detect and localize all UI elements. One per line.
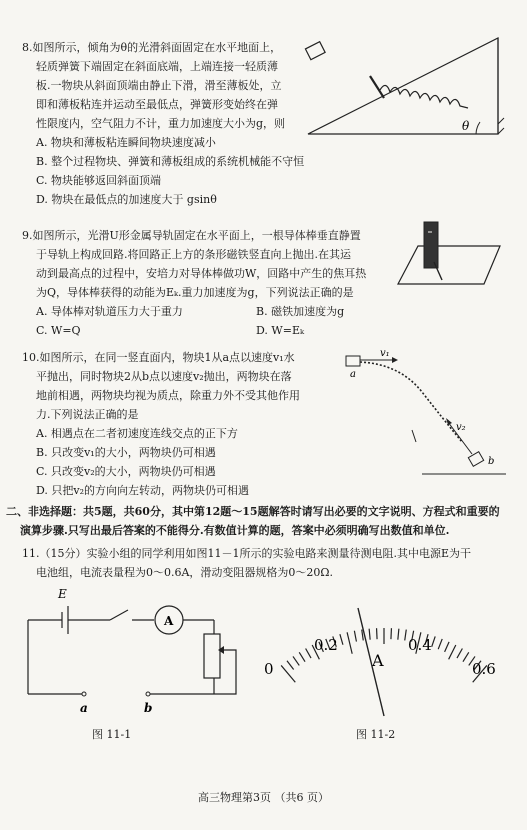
q10-line: 10.如图所示，在同一竖直面内，物块1从a点以速度v₁水 bbox=[22, 351, 295, 364]
q9-line: 于导轨上构成回路.将回路正上方的条形磁铁竖直向上抛出.在其运 bbox=[36, 248, 351, 261]
terminal-b-label: b bbox=[144, 701, 153, 715]
point-b-label: b bbox=[488, 456, 495, 467]
dial-tick bbox=[398, 629, 399, 640]
ammeter-label: A bbox=[164, 614, 174, 628]
section-2-header bbox=[6, 502, 500, 540]
dial-tick-marks bbox=[281, 628, 487, 682]
dial-tick bbox=[340, 634, 343, 645]
dial-tick bbox=[391, 628, 392, 639]
dial-tick bbox=[457, 649, 462, 659]
q8-option-a: A. 物块和薄板粘连瞬间物块速度减小 bbox=[36, 136, 216, 149]
block-2 bbox=[468, 452, 483, 467]
dial-tick bbox=[445, 642, 449, 652]
battery-label: E bbox=[58, 587, 67, 601]
spring bbox=[380, 85, 468, 108]
dial-tick bbox=[354, 631, 356, 642]
dial-tick bbox=[299, 652, 305, 661]
q9-option-a: A. 导体棒对轨道压力大于重力 bbox=[36, 305, 183, 318]
theta-label: θ bbox=[462, 119, 470, 133]
q10-line: 平抛出，同时物块2从b点以速度v₂抛出，两物块在落 bbox=[36, 370, 292, 383]
page-footer: 高三物理第3页 （共6 页） bbox=[198, 791, 329, 804]
question-9 bbox=[22, 226, 366, 340]
unit-label: A bbox=[372, 651, 384, 670]
section-2-line: 二、非选择题：共5题，共60分，其中第12题～15题解答时请写出必要的文字说明、方程式和重要的 bbox=[6, 505, 500, 518]
dial-tick bbox=[405, 630, 407, 641]
q10-option-d: D. 只把v₂的方向向左转动，两物块仍可相遇 bbox=[36, 484, 250, 497]
q9-option-d: D. W=Eₖ bbox=[256, 324, 304, 337]
dial-tick bbox=[306, 649, 311, 659]
dial-tick bbox=[293, 656, 299, 665]
terminal-a-label: a bbox=[80, 701, 88, 715]
switch bbox=[110, 610, 128, 620]
q8-option-d: D. 物块在最低点的加速度大于 gsinθ bbox=[36, 193, 217, 206]
dial-tick bbox=[463, 652, 469, 661]
dial-tick bbox=[347, 632, 352, 653]
tick-label: 0 bbox=[264, 660, 274, 678]
q10-option-b: B. 只改变v₁的大小，两物块仍可相遇 bbox=[36, 446, 216, 459]
q11-line: 11.（15分）实验小组的同学利用如图11－1所示的实验电路来测量待测电阻.其中电源E为干 bbox=[22, 547, 472, 560]
dial-tick bbox=[287, 661, 294, 670]
q10-line: 力.下列说法正确的是 bbox=[36, 408, 139, 421]
q8-option-b: B. 整个过程物块、弹簧和薄板组成的系统机械能不守恒 bbox=[36, 155, 305, 168]
dial-tick bbox=[369, 629, 370, 640]
q9-option-b: B. 磁铁加速度为g bbox=[256, 305, 345, 318]
section-2-line: 演算步骤.只写出最后答案的不能得分.有数值计算的题，答案中必须明确写出数值和单位. bbox=[20, 524, 450, 537]
q8-option-c: C. 物块能够返回斜面顶端 bbox=[36, 174, 162, 187]
figure-11-2-caption: 图 11-2 bbox=[356, 728, 396, 741]
v2-label: v₂ bbox=[456, 422, 466, 433]
q9-option-c: C. W=Q bbox=[36, 324, 81, 337]
q10-option-c: C. 只改变v₂的大小，两物块仍可相遇 bbox=[36, 465, 216, 478]
q8-incline-figure bbox=[308, 38, 508, 138]
q9-line: 为Q，导体棒获得的动能为Eₖ.重力加速度为g，下列说法正确的是 bbox=[36, 286, 354, 299]
q8-line: 8.如图所示，倾角为θ的光滑斜面固定在水平地面上， bbox=[22, 41, 282, 54]
dial-tick bbox=[377, 628, 378, 639]
q11-line: 电池组，电流表量程为0～0.6A，滑动变阻器规格为0～20Ω. bbox=[36, 566, 334, 579]
block-1 bbox=[346, 356, 360, 366]
dial-tick bbox=[449, 645, 456, 659]
question-11 bbox=[22, 544, 471, 582]
tick-label: 0.6 bbox=[472, 660, 496, 678]
dial-tick bbox=[438, 639, 442, 649]
q8-line: 轻质弹簧下端固定在斜面底端，上端连接一轻质薄 bbox=[36, 60, 278, 73]
q10-projectile-figure bbox=[340, 346, 508, 478]
point-a-label: a bbox=[350, 369, 356, 380]
figure-11-2-ammeter-dial bbox=[250, 598, 520, 718]
block bbox=[305, 42, 325, 60]
q9-line: 9.如图所示，光滑U形金属导轨固定在水平面上，一根导体棒垂直静置 bbox=[22, 229, 361, 242]
v1-label: v₁ bbox=[380, 348, 390, 359]
tick-label: 0.4 bbox=[408, 636, 432, 654]
question-8 bbox=[22, 38, 304, 209]
dial-tick bbox=[432, 636, 436, 646]
figure-11-1-circuit bbox=[24, 588, 254, 718]
q9-rail-magnet-figure bbox=[388, 218, 508, 298]
q8-line: 性限度内，空气阻力不计，重力加速度大小为g，则 bbox=[36, 117, 286, 130]
tick-label: 0.2 bbox=[314, 636, 338, 654]
q9-line: 动到最高点的过程中，安培力对导体棒做功W，回路中产生的焦耳热 bbox=[36, 267, 367, 280]
q8-line: 板.一物块从斜面顶端由静止下滑，滑至薄板处，立 bbox=[36, 79, 282, 92]
figure-11-1-caption: 图 11-1 bbox=[92, 728, 132, 741]
q10-line: 地前相遇，两物块均视为质点，除重力外不受其他作用 bbox=[36, 389, 300, 402]
q10-option-a: A. 相遇点在二者初速度连线交点的正下方 bbox=[36, 427, 238, 440]
q8-line: 即和薄板粘连并运动至最低点，弹簧形变始终在弹 bbox=[36, 98, 278, 111]
question-10 bbox=[22, 348, 300, 500]
bar-magnet bbox=[424, 222, 438, 268]
rheostat bbox=[204, 634, 220, 678]
